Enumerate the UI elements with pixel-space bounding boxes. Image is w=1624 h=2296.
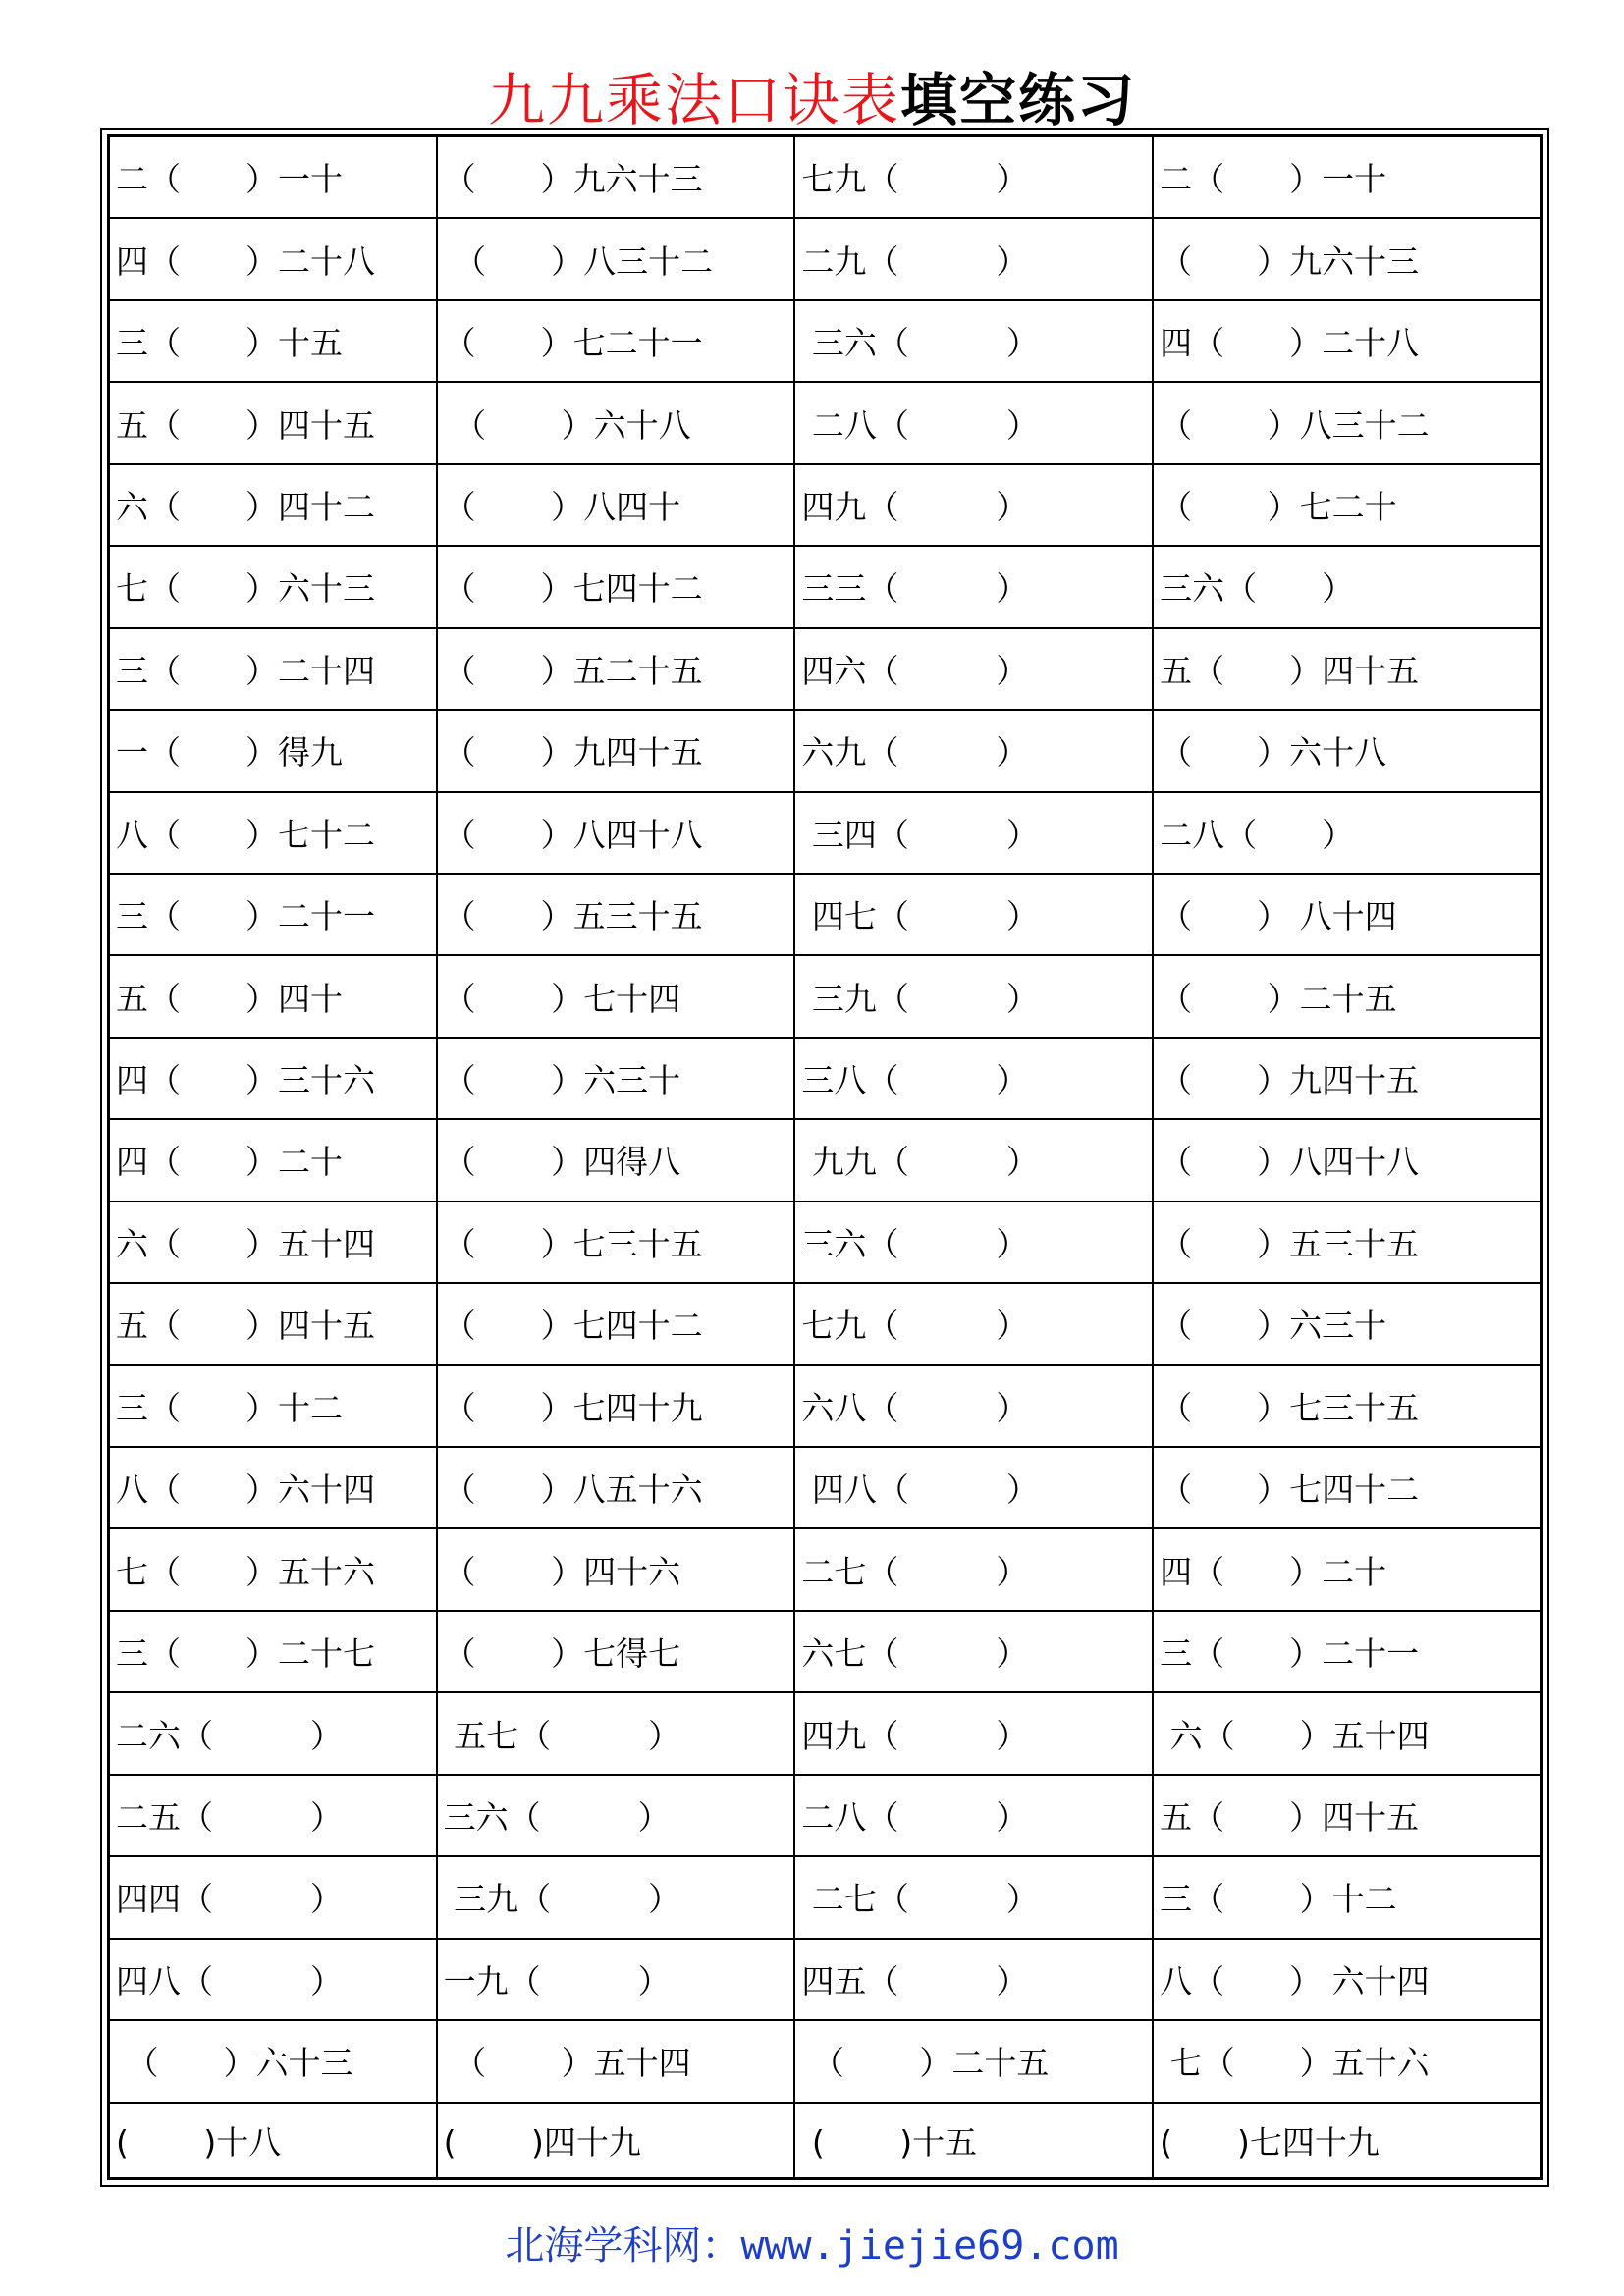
worksheet-frame [100, 128, 1549, 2187]
table-row [109, 218, 1542, 299]
exercise-cell: 三（ ）十二 [1153, 1856, 1541, 1938]
exercise-cell: （ ）六三十 [437, 1038, 795, 1119]
exercise-cell: （ ）八三十二 [1153, 382, 1541, 463]
exercise-cell: 九九（ ） [794, 1119, 1153, 1201]
exercise-cell: 六（ ）四十二 [109, 464, 437, 546]
exercise-cell: 四九（ ） [794, 464, 1153, 546]
exercise-cell: （ ）七三十五 [1153, 1365, 1541, 1447]
exercise-cell: 六（ ）五十四 [1153, 1692, 1541, 1774]
exercise-cell: 四六（ ） [794, 628, 1153, 710]
exercise-cell: 二（ ）一十 [1153, 136, 1541, 219]
practice-table [107, 134, 1543, 2180]
exercise-cell: （ ）五二十五 [437, 628, 795, 710]
exercise-cell: 二八（ ） [1153, 792, 1541, 874]
exercise-cell: 七（ ）六十三 [109, 546, 437, 627]
exercise-cell: 四七（ ） [794, 874, 1153, 955]
table-row [109, 1365, 1542, 1447]
exercise-cell: 四五（ ） [794, 1939, 1153, 2020]
table-row [109, 1528, 1542, 1610]
table-row [109, 1775, 1542, 1856]
exercise-cell: 七九（ ） [794, 136, 1153, 219]
title-main: 九九乘法口诀表 [487, 67, 900, 133]
exercise-cell: 四（ ）二十 [109, 1119, 437, 1201]
exercise-cell: 三九（ ） [437, 1856, 795, 1938]
exercise-cell: 二八（ ） [794, 382, 1153, 463]
exercise-cell: 二八（ ） [794, 1775, 1153, 1856]
exercise-cell: （ ）七十四 [437, 955, 795, 1037]
exercise-cell: （ ）七四十九 [437, 1365, 795, 1447]
exercise-cell: 三六（ ） [794, 1201, 1153, 1283]
exercise-cell: （ ）五三十五 [1153, 1201, 1541, 1283]
exercise-cell: 四（ ）二十 [1153, 1528, 1541, 1610]
exercise-cell: 三（ ）十五 [109, 300, 437, 382]
exercise-cell: （ ）七四十二 [1153, 1447, 1541, 1528]
exercise-cell: 一（ ）得九 [109, 710, 437, 791]
exercise-cell: （ ）九四十五 [437, 710, 795, 791]
exercise-cell: ( )十五 [794, 2103, 1153, 2179]
table-row [109, 1939, 1542, 2020]
exercise-cell: 五（ ）四十五 [1153, 628, 1541, 710]
table-row [109, 1611, 1542, 1692]
footer-url: www.jiejie69.com [740, 2223, 1119, 2269]
exercise-cell: （ ）九四十五 [1153, 1038, 1541, 1119]
exercise-cell: （ ）六三十 [1153, 1283, 1541, 1364]
table-row [109, 136, 1542, 219]
table-row [109, 1201, 1542, 1283]
exercise-cell: 四（ ）二十八 [109, 218, 437, 299]
exercise-cell: （ ）八四十八 [437, 792, 795, 874]
exercise-cell: （ ）七四十二 [437, 1283, 795, 1364]
exercise-cell: 七九（ ） [794, 1283, 1153, 1364]
exercise-cell: （ ）八四十八 [1153, 1119, 1541, 1201]
table-row [109, 300, 1542, 382]
footer-site-name: 北海学科网： [505, 2223, 741, 2269]
exercise-cell: 三（ ）二十一 [109, 874, 437, 955]
exercise-cell: （ ）七三十五 [437, 1201, 795, 1283]
table-row [109, 874, 1542, 955]
exercise-cell: ( )七四十九 [1153, 2103, 1541, 2179]
exercise-cell: 四八（ ） [794, 1447, 1153, 1528]
practice-table-body [109, 136, 1542, 2179]
exercise-cell: 五七（ ） [437, 1692, 795, 1774]
exercise-cell: 三四（ ） [794, 792, 1153, 874]
exercise-cell: （ ）五十四 [437, 2020, 795, 2102]
exercise-cell: 二（ ）一十 [109, 136, 437, 219]
exercise-cell: （ ）二十五 [1153, 955, 1541, 1037]
exercise-cell: （ ）八五十六 [437, 1447, 795, 1528]
exercise-cell: （ ）六十八 [437, 382, 795, 463]
table-row [109, 2103, 1542, 2179]
table-row [109, 792, 1542, 874]
exercise-cell: （ ）八四十 [437, 464, 795, 546]
exercise-cell: 二九（ ） [794, 218, 1153, 299]
exercise-cell: 三三（ ） [794, 546, 1153, 627]
exercise-cell: （ ）六十八 [1153, 710, 1541, 791]
exercise-cell: （ ）八三十二 [437, 218, 795, 299]
exercise-cell: 二七（ ） [794, 1528, 1153, 1610]
exercise-cell: 二六（ ） [109, 1692, 437, 1774]
exercise-cell: 三（ ）二十一 [1153, 1611, 1541, 1692]
exercise-cell: 三（ ）二十七 [109, 1611, 437, 1692]
table-row [109, 1038, 1542, 1119]
table-row [109, 1447, 1542, 1528]
table-row [109, 1692, 1542, 1774]
exercise-cell: 七（ ）五十六 [109, 1528, 437, 1610]
title-sub: 填空练习 [900, 67, 1137, 133]
exercise-cell: 三六（ ） [794, 300, 1153, 382]
exercise-cell: 七（ ）五十六 [1153, 2020, 1541, 2102]
exercise-cell: （ ） 八十四 [1153, 874, 1541, 955]
exercise-cell: 二五（ ） [109, 1775, 437, 1856]
exercise-cell: 八（ ）六十四 [109, 1447, 437, 1528]
exercise-cell: 四八（ ） [109, 1939, 437, 2020]
exercise-cell: （ ）二十五 [794, 2020, 1153, 2102]
exercise-cell: 五（ ）四十五 [109, 1283, 437, 1364]
exercise-cell: （ ）七得七 [437, 1611, 795, 1692]
exercise-cell: （ ）九六十三 [1153, 218, 1541, 299]
exercise-cell: （ ）五三十五 [437, 874, 795, 955]
table-row [109, 955, 1542, 1037]
exercise-cell: 八（ ） 六十四 [1153, 1939, 1541, 2020]
exercise-cell: （ ）四十六 [437, 1528, 795, 1610]
table-row [109, 464, 1542, 546]
exercise-cell: 六七（ ） [794, 1611, 1153, 1692]
exercise-cell: （ ）九六十三 [437, 136, 795, 219]
exercise-cell: 五（ ）四十五 [109, 382, 437, 463]
exercise-cell: 三（ ）二十四 [109, 628, 437, 710]
exercise-cell: 八（ ）七十二 [109, 792, 437, 874]
exercise-cell: 六（ ）五十四 [109, 1201, 437, 1283]
table-row [109, 628, 1542, 710]
exercise-cell: 四（ ）二十八 [1153, 300, 1541, 382]
exercise-cell: 三六（ ） [1153, 546, 1541, 627]
table-row [109, 2020, 1542, 2102]
footer-credit [0, 2220, 1624, 2271]
table-row [109, 382, 1542, 463]
table-row [109, 710, 1542, 791]
table-row [109, 1283, 1542, 1364]
exercise-cell: 五（ ）四十五 [1153, 1775, 1541, 1856]
exercise-cell: （ ）七二十一 [437, 300, 795, 382]
exercise-cell: ( )十八 [109, 2103, 437, 2179]
exercise-cell: 三八（ ） [794, 1038, 1153, 1119]
exercise-cell: 四九（ ） [794, 1692, 1153, 1774]
exercise-cell: （ ）七二十 [1153, 464, 1541, 546]
exercise-cell: 五（ ）四十 [109, 955, 437, 1037]
exercise-cell: ( )四十九 [437, 2103, 795, 2179]
exercise-cell: （ ）四得八 [437, 1119, 795, 1201]
exercise-cell: 三六（ ） [437, 1775, 795, 1856]
exercise-cell: 二七（ ） [794, 1856, 1153, 1938]
exercise-cell: （ ）七四十二 [437, 546, 795, 627]
exercise-cell: 四（ ）三十六 [109, 1038, 437, 1119]
exercise-cell: 六九（ ） [794, 710, 1153, 791]
exercise-cell: 三（ ）十二 [109, 1365, 437, 1447]
exercise-cell: 一九（ ） [437, 1939, 795, 2020]
table-row [109, 546, 1542, 627]
table-row [109, 1119, 1542, 1201]
exercise-cell: 六八（ ） [794, 1365, 1153, 1447]
exercise-cell: 四四（ ） [109, 1856, 437, 1938]
exercise-cell: 三九（ ） [794, 955, 1153, 1037]
table-row [109, 1856, 1542, 1938]
exercise-cell: （ ）六十三 [109, 2020, 437, 2102]
